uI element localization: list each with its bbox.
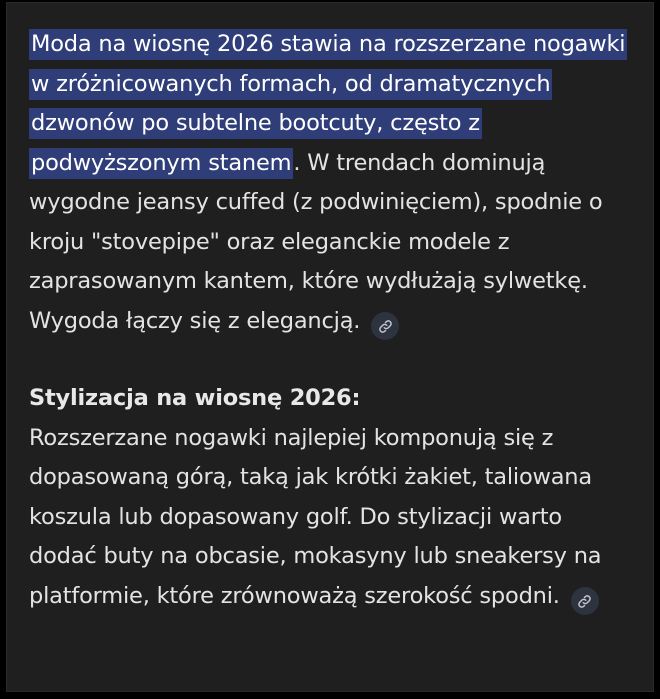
source-link-button[interactable] [571, 587, 599, 615]
intro-text: . W trendach dominują wygodne jeansy cuffed (z podwinięciem), spodnie o kroju "stovepipe" oraz eleganckie modele z zaprasowanym kantem, które wydłużają sylwetkę. Wygoda łączy się z elegancją. [29, 149, 603, 334]
styling-heading: Stylizacja na wiosnę 2026: [29, 385, 361, 411]
response-panel [6, 2, 654, 692]
styling-paragraph [29, 419, 629, 617]
response-content [29, 25, 629, 616]
link-icon [577, 594, 592, 609]
highlighted-text: Moda na wiosnę 2026 stawia na rozszerzane nogawki w zróżnicowanych formach, od dramatycznych dzwonów po subtelne bootcuty, często z podwyższonym stanem [29, 29, 627, 179]
intro-paragraph [29, 25, 629, 341]
styling-text: Rozszerzane nogawki najlepiej komponują się z dopasowaną górą, taką jak krótki żakiet, taliowana koszula lub dopasowany golf. Do stylizacji warto dodać buty na obcasie, mokasyny lub sneakersy na platformie, które zrównoważą szerokość spodni. [29, 424, 602, 609]
link-icon [378, 319, 393, 334]
source-link-button[interactable] [371, 312, 399, 340]
